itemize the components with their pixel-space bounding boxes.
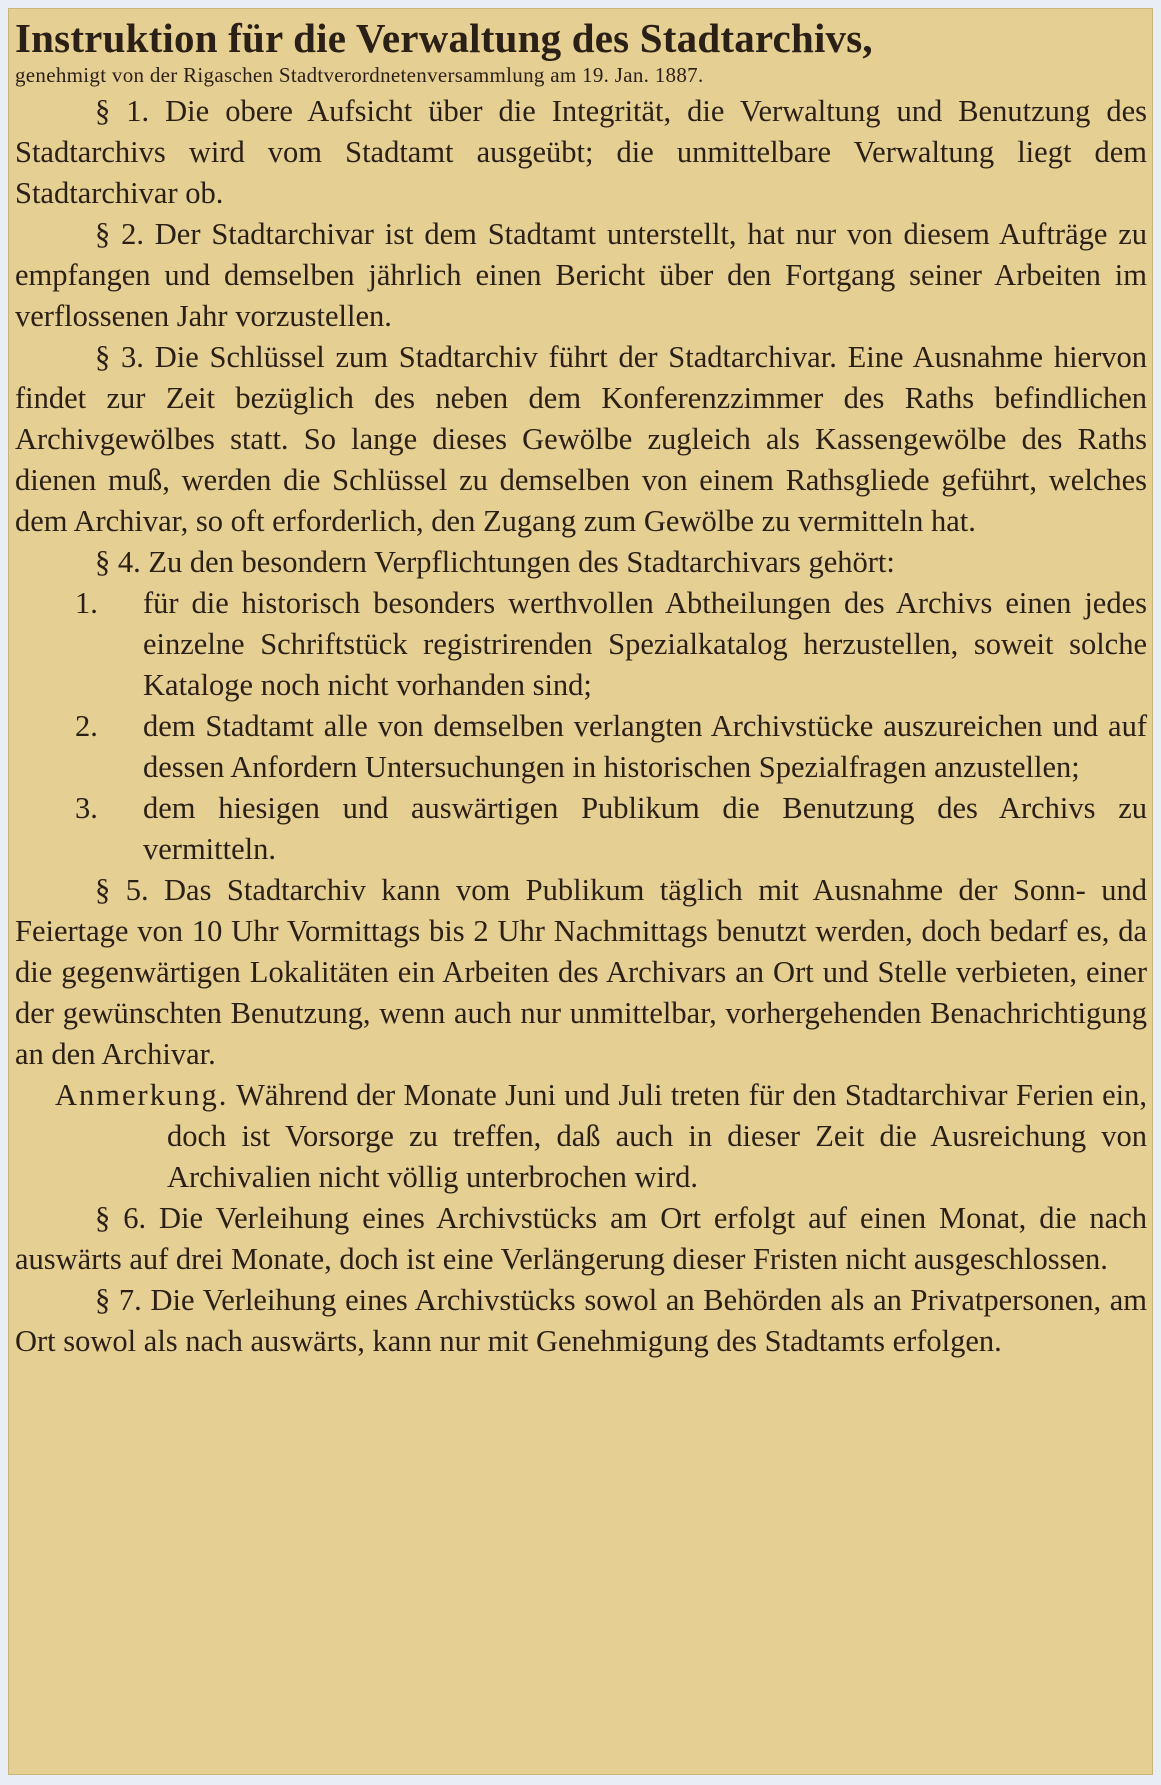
- paragraph-7: [15, 1280, 1147, 1362]
- paragraph-3: [15, 337, 1147, 542]
- list-item-number: 3.: [75, 791, 98, 825]
- list-item: [15, 706, 1147, 788]
- paragraph-number: § 1.: [95, 94, 150, 128]
- obligations-list: [15, 583, 1147, 870]
- list-item-text: für die historisch besonders werthvollen Abtheilungen des Archivs einen jedes einzelne Schriftstück registrirenden Spezialkatalog herzustellen, soweit solche Kataloge noch nicht vorhanden sind;: [143, 586, 1147, 702]
- paragraph-6: [15, 1198, 1147, 1280]
- paragraph-text: Die Schlüssel zum Stadtarchiv führt der Stadtarchivar. Eine Ausnahme hiervon findet zur Zeit bezüglich des neben dem Konferenzzimmer des Raths befindlichen Archivgewölbes statt. So lange dieses Gewölbe zugleich als Kassengewölbe des Raths dienen muß, werden die Schlüssel zu demselben von einem Rathsgliede geführt, welches dem Archivar, so oft erforderlich, den Zugang zum Gewölbe zu vermitteln hat.: [15, 340, 1147, 538]
- paragraph-text: Das Stadtarchiv kann vom Publikum täglich mit Ausnahme der Sonn- und Feiertage von 10 Uhr Vormittags bis 2 Uhr Nachmittags benutzt werden, doch bedarf es, da die gegenwärtigen Lokalitäten ein Arbeiten des Archivars an Ort und Stelle verbieten, einer der gewünschten Benutzung, wenn auch nur unmittelbar, vorhergehenden Benachrichtigung an den Archivar.: [15, 873, 1147, 1071]
- paragraph-5: [15, 870, 1147, 1075]
- list-item-number: 1.: [75, 586, 98, 620]
- paragraph-text: Die obere Aufsicht über die Integrität, die Verwaltung und Benutzung des Stadtarchivs wird vom Stadtamt ausgeübt; die unmittelbare Verwaltung liegt dem Stadtarchivar ob.: [15, 94, 1148, 210]
- paragraph-number: § 5.: [95, 873, 149, 907]
- paragraph-1: [15, 91, 1147, 214]
- paragraph-4: [15, 542, 1147, 583]
- remark-label: Anmerkung.: [55, 1078, 229, 1112]
- list-item-number: 2.: [75, 709, 98, 743]
- document-title: Instruktion für die Verwaltung des Stadtarchivs,: [15, 15, 873, 61]
- list-item: [15, 788, 1147, 870]
- document-body: [15, 91, 1147, 1362]
- list-item-text: dem Stadtamt alle von demselben verlangten Archivstücke auszureichen und auf dessen Anfordern Untersuchungen in historischen Spezialfragen anzustellen;: [143, 709, 1147, 784]
- scanned-document: [8, 8, 1153, 1775]
- paragraph-number: § 3.: [95, 340, 144, 374]
- list-item-text: dem hiesigen und auswärtigen Publikum die Benutzung des Archivs zu vermitteln.: [143, 791, 1147, 866]
- paragraph-text: Die Verleihung eines Archivstücks sowol an Behörden als an Privatpersonen, am Ort sowol als nach auswärts, kann nur mit Genehmigung des Stadtamts erfolgen.: [15, 1283, 1148, 1358]
- paragraph-number: § 2.: [95, 217, 144, 251]
- list-item: [15, 583, 1147, 706]
- paragraph-text: Die Verleihung eines Archivstücks am Ort erfolgt auf einen Monat, die nach auswärts auf drei Monate, doch ist eine Verlängerung dieser Fristen nicht ausgeschlossen.: [15, 1201, 1148, 1276]
- paragraph-number: § 7.: [95, 1283, 142, 1317]
- paragraph-number: § 6.: [95, 1201, 147, 1235]
- remark-text: Während der Monate Juni und Juli treten für den Stadtarchivar Ferien ein, doch ist Vorsorge zu treffen, daß auch in dieser Zeit die Ausreichung von Archivalien nicht völlig unterbrochen wird.: [167, 1078, 1147, 1194]
- document-subtitle: genehmigt von der Rigaschen Stadtverordnetenversammlung am 19. Jan. 1887.: [15, 63, 704, 87]
- paragraph-number: § 4.: [95, 545, 141, 579]
- paragraph-text: Der Stadtarchivar ist dem Stadtamt unterstellt, hat nur von diesem Aufträge zu empfangen und demselben jährlich einen Bericht über den Fortgang seiner Arbeiten im verflossenen Jahr vorzustellen.: [15, 217, 1148, 333]
- paragraph-text: Zu den besondern Verpflichtungen des Stadtarchivars gehört:: [148, 545, 895, 579]
- remark: [15, 1075, 1147, 1198]
- paragraph-2: [15, 214, 1147, 337]
